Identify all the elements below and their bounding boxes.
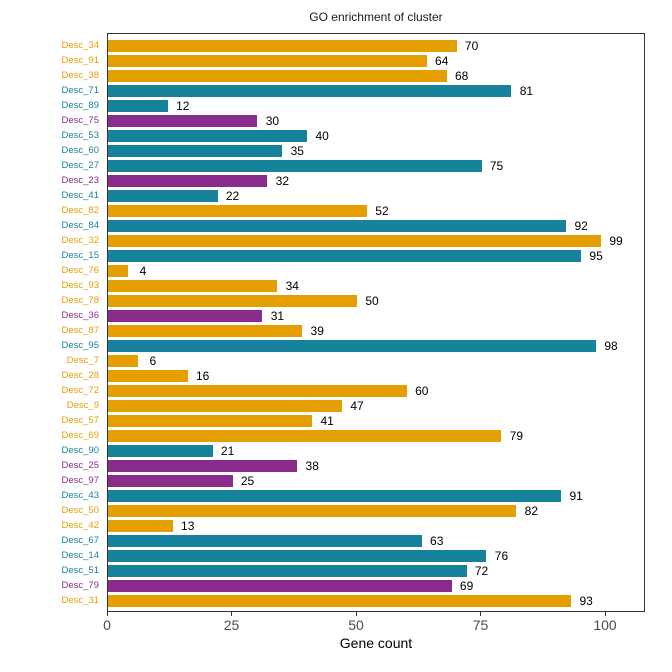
bar [108, 265, 128, 277]
bar-value-label: 22 [225, 188, 240, 203]
x-tick-mark [605, 612, 606, 616]
y-axis-label: Desc_32 [61, 235, 99, 246]
bar-value-label: 92 [574, 218, 588, 233]
bar-value-label: 79 [509, 428, 524, 443]
y-axis-labels [0, 34, 99, 608]
bar-row [108, 563, 644, 578]
y-axis-label: Desc_71 [61, 85, 99, 96]
bar-value-label: 6 [149, 353, 157, 368]
bar-row [108, 233, 644, 248]
x-axis-title: Gene count [339, 635, 413, 651]
bar-row [108, 293, 644, 308]
bar [108, 415, 312, 427]
bar [108, 535, 422, 547]
bar-value-label: 69 [459, 578, 474, 593]
bar-value-label: 72 [474, 563, 489, 578]
x-tick-mark [107, 612, 108, 616]
bar-row [108, 143, 644, 158]
bar-value-label: 82 [524, 503, 539, 518]
bar [108, 490, 561, 502]
bar-row [108, 308, 644, 323]
bar-row [108, 38, 644, 53]
y-axis-label: Desc_42 [61, 520, 99, 531]
bar [108, 115, 257, 127]
y-axis-label: Desc_34 [61, 40, 99, 51]
y-axis-label: Desc_91 [61, 55, 99, 66]
bar-row [108, 533, 644, 548]
y-axis-label: Desc_31 [61, 595, 99, 606]
bar-row [108, 53, 644, 68]
bar [108, 190, 218, 202]
bar-value-label: 52 [375, 203, 389, 218]
bar-row [108, 518, 644, 533]
bar [108, 385, 407, 397]
bar-value-label: 76 [494, 548, 509, 563]
bar [108, 430, 501, 442]
chart-title: GO enrichment of cluster [309, 10, 443, 24]
bar [108, 175, 267, 187]
x-tick-mark [231, 612, 232, 616]
y-axis-label: Desc_89 [61, 100, 99, 111]
bar-value-label: 64 [435, 53, 449, 68]
bar-row [108, 113, 644, 128]
bar-value-label: 99 [609, 233, 623, 248]
bar [108, 595, 571, 607]
bar-value-label: 21 [220, 443, 235, 458]
x-tick-label: 100 [593, 617, 617, 633]
bar [108, 445, 213, 457]
y-axis-label: Desc_14 [61, 550, 99, 561]
bar-row [108, 158, 644, 173]
y-axis-label: Desc_43 [61, 490, 99, 501]
y-axis-label: Desc_9 [66, 400, 99, 411]
bar-value-label: 31 [270, 308, 285, 323]
x-tick-mark [356, 612, 357, 616]
bar-value-label: 25 [240, 473, 255, 488]
bar-row [108, 248, 644, 263]
bar-value-label: 34 [285, 278, 299, 293]
y-axis-label: Desc_87 [61, 325, 99, 336]
bar-value-label: 98 [604, 338, 618, 353]
x-tick-label: 25 [223, 617, 240, 633]
bar-row [108, 173, 644, 188]
bar-value-label: 60 [415, 383, 429, 398]
bar [108, 340, 596, 352]
bar-value-label: 41 [320, 413, 334, 428]
bar [108, 475, 233, 487]
y-axis-label: Desc_53 [61, 130, 99, 141]
y-axis-label: Desc_84 [61, 220, 99, 231]
x-tick-mark [480, 612, 481, 616]
y-axis-label: Desc_57 [61, 415, 99, 426]
bar-row [108, 338, 644, 353]
y-axis-label: Desc_69 [61, 430, 99, 441]
bar-row [108, 203, 644, 218]
y-axis-label: Desc_75 [61, 115, 99, 126]
bar [108, 145, 282, 157]
bar-value-label: 35 [290, 143, 304, 158]
bar-row [108, 218, 644, 233]
y-axis-label: Desc_97 [61, 475, 99, 486]
x-tick-label: 50 [348, 617, 364, 633]
bar-row [108, 428, 644, 443]
y-axis-label: Desc_15 [61, 250, 99, 261]
y-axis-label: Desc_60 [61, 145, 99, 156]
bar-value-label: 32 [275, 173, 290, 188]
x-tick-label: 75 [472, 617, 489, 633]
y-axis-label: Desc_41 [61, 190, 99, 201]
bar-value-label: 40 [315, 128, 329, 143]
y-axis-label: Desc_25 [61, 460, 99, 471]
bar-row [108, 368, 644, 383]
bar-row [108, 458, 644, 473]
bar-row [108, 353, 644, 368]
bar [108, 70, 447, 82]
y-axis-label: Desc_90 [61, 445, 99, 456]
y-axis-label: Desc_95 [61, 340, 99, 351]
bar-value-label: 38 [305, 458, 319, 473]
bar-value-label: 93 [579, 593, 593, 608]
bar [108, 550, 486, 562]
bar [108, 205, 367, 217]
bar-value-label: 91 [569, 488, 583, 503]
bar [108, 40, 457, 52]
bar-value-label: 39 [310, 323, 324, 338]
bar-row [108, 488, 644, 503]
bar-row [108, 503, 644, 518]
bar-row [108, 68, 644, 83]
bar [108, 220, 566, 232]
bar [108, 100, 168, 112]
y-axis-label: Desc_93 [61, 280, 99, 291]
y-axis-label: Desc_78 [61, 295, 99, 306]
bar [108, 55, 427, 67]
bar-row [108, 383, 644, 398]
bar [108, 250, 581, 262]
bar [108, 160, 482, 172]
bar [108, 565, 467, 577]
bar-value-label: 4 [139, 263, 147, 278]
y-axis-label: Desc_51 [61, 565, 99, 576]
bar-value-label: 70 [464, 38, 479, 53]
y-axis-label: Desc_7 [66, 355, 99, 366]
bar-row [108, 128, 644, 143]
y-axis-label: Desc_36 [61, 310, 99, 321]
bar-value-label: 30 [265, 113, 280, 128]
y-axis-label: Desc_23 [61, 175, 99, 186]
y-axis-label: Desc_50 [61, 505, 99, 516]
x-tick-label: 0 [103, 617, 111, 633]
bar [108, 130, 307, 142]
bar [108, 295, 357, 307]
y-axis-label: Desc_27 [61, 160, 99, 171]
bar [108, 580, 452, 592]
bar-value-label: 81 [519, 83, 534, 98]
bar-row [108, 398, 644, 413]
bar-row [108, 473, 644, 488]
y-axis-label: Desc_38 [61, 70, 99, 81]
bar [108, 325, 302, 337]
bar-value-label: 16 [195, 368, 210, 383]
bar [108, 520, 173, 532]
bar [108, 400, 342, 412]
bar-row [108, 443, 644, 458]
bar [108, 355, 138, 367]
bar-row [108, 263, 644, 278]
bar-row [108, 593, 644, 608]
bar [108, 310, 262, 322]
bar [108, 460, 297, 472]
plot-panel [107, 33, 645, 612]
bar-row [108, 578, 644, 593]
bar-value-label: 95 [589, 248, 603, 263]
bar-value-label: 13 [181, 518, 195, 533]
bar-row [108, 83, 644, 98]
y-axis-label: Desc_28 [61, 370, 99, 381]
bar-row [108, 278, 644, 293]
bar-value-label: 63 [430, 533, 444, 548]
bar-row [108, 188, 644, 203]
y-axis-label: Desc_79 [61, 580, 99, 591]
bar-row [108, 98, 644, 113]
bar-value-label: 47 [350, 398, 364, 413]
bar-row [108, 323, 644, 338]
bar-value-label: 50 [365, 293, 379, 308]
bar-row [108, 548, 644, 563]
bar [108, 505, 516, 517]
bar [108, 280, 277, 292]
bar-value-label: 75 [489, 158, 504, 173]
y-axis-label: Desc_82 [61, 205, 99, 216]
bar [108, 370, 188, 382]
bar [108, 235, 601, 247]
y-axis-label: Desc_76 [61, 265, 99, 276]
bar-value-label: 12 [176, 98, 190, 113]
y-axis-label: Desc_67 [61, 535, 99, 546]
bar [108, 85, 511, 97]
bar-value-label: 68 [454, 68, 469, 83]
y-axis-label: Desc_72 [61, 385, 99, 396]
bar-row [108, 413, 644, 428]
